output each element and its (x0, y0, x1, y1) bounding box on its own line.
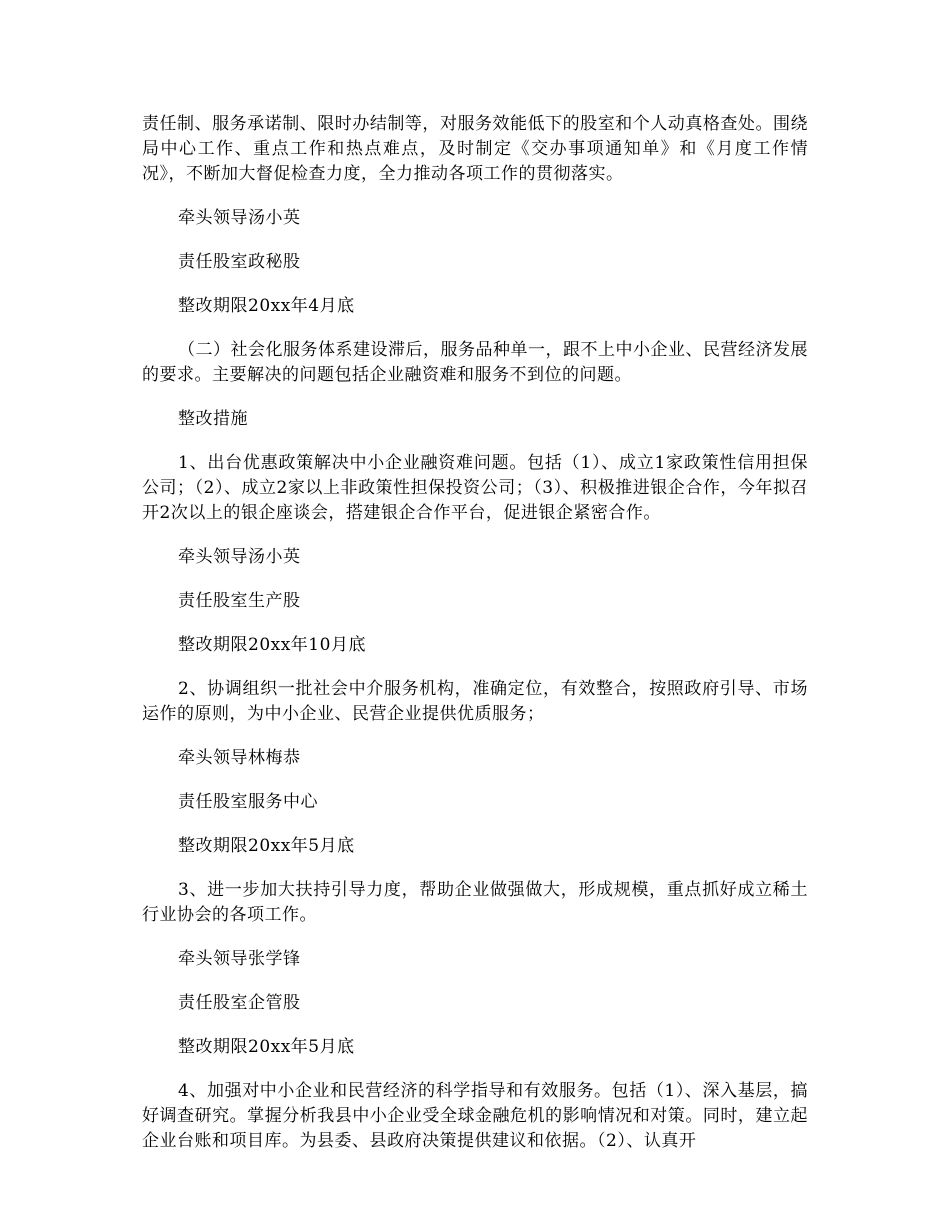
measure-1: 1、出台优惠政策解决中小企业融资难问题。包括（1）、成立1家政策性信用担保公司；（2）、成立2家以上非政策性担保投资公司；（3）、积极推进银企合作，今年拟召开2次以上的银企座谈会，搭建银企合作平台，促进银企紧密合作。 (142, 453, 808, 523)
rectification-deadline: 整改期限20xx年10月底 (178, 635, 366, 655)
measure-3: 3、进一步加大扶持引导力度，帮助企业做强做大，形成规模，重点抓好成立稀土行业协会的各项工作。 (142, 880, 808, 925)
responsible-office: 责任股室企管股 (178, 993, 301, 1013)
section-heading-2: （二）社会化服务体系建设滞后，服务品种单一，跟不上中小企业、民营经济发展的要求。主要解决的问题包括企业融资难和服务不到位的问题。 (142, 340, 808, 385)
rectification-deadline: 整改期限20xx年5月底 (178, 836, 355, 856)
lead-leader: 牵头领导林梅恭 (178, 748, 301, 768)
rectification-deadline: 整改期限20xx年4月底 (178, 296, 355, 316)
responsible-office: 责任股室服务中心 (178, 792, 318, 812)
measure-4: 4、加强对中小企业和民营经济的科学指导和有效服务。包括（1）、深入基层，搞好调查研究。掌握分析我县中小企业受全球金融危机的影响情况和对策。同时，建立起企业台账和项目库。为县委、县政府决策提供建议和依据。（2）、认真开 (142, 1081, 808, 1151)
lead-leader: 牵头领导汤小英 (178, 208, 301, 228)
responsible-office: 责任股室生产股 (178, 591, 301, 611)
measure-2: 2、协调组织一批社会中介服务机构，准确定位，有效整合，按照政府引导、市场运作的原则，为中小企业、民营企业提供优质服务； (142, 679, 808, 724)
lead-leader: 牵头领导汤小英 (178, 547, 301, 567)
rectification-deadline: 整改期限20xx年5月底 (178, 1037, 355, 1057)
measures-heading: 整改措施 (178, 409, 248, 429)
document-page (142, 112, 808, 1154)
responsible-office: 责任股室政秘股 (178, 252, 301, 272)
lead-leader: 牵头领导张学锋 (178, 949, 301, 969)
paragraph-service-system: 责任制、服务承诺制、限时办结制等，对服务效能低下的股室和个人动真格查处。围绕局中心工作、重点工作和热点难点，及时制定《交办事项通知单》和《月度工作情况》，不断加大督促检查力度，全力推动各项工作的贯彻落实。 (142, 114, 808, 184)
